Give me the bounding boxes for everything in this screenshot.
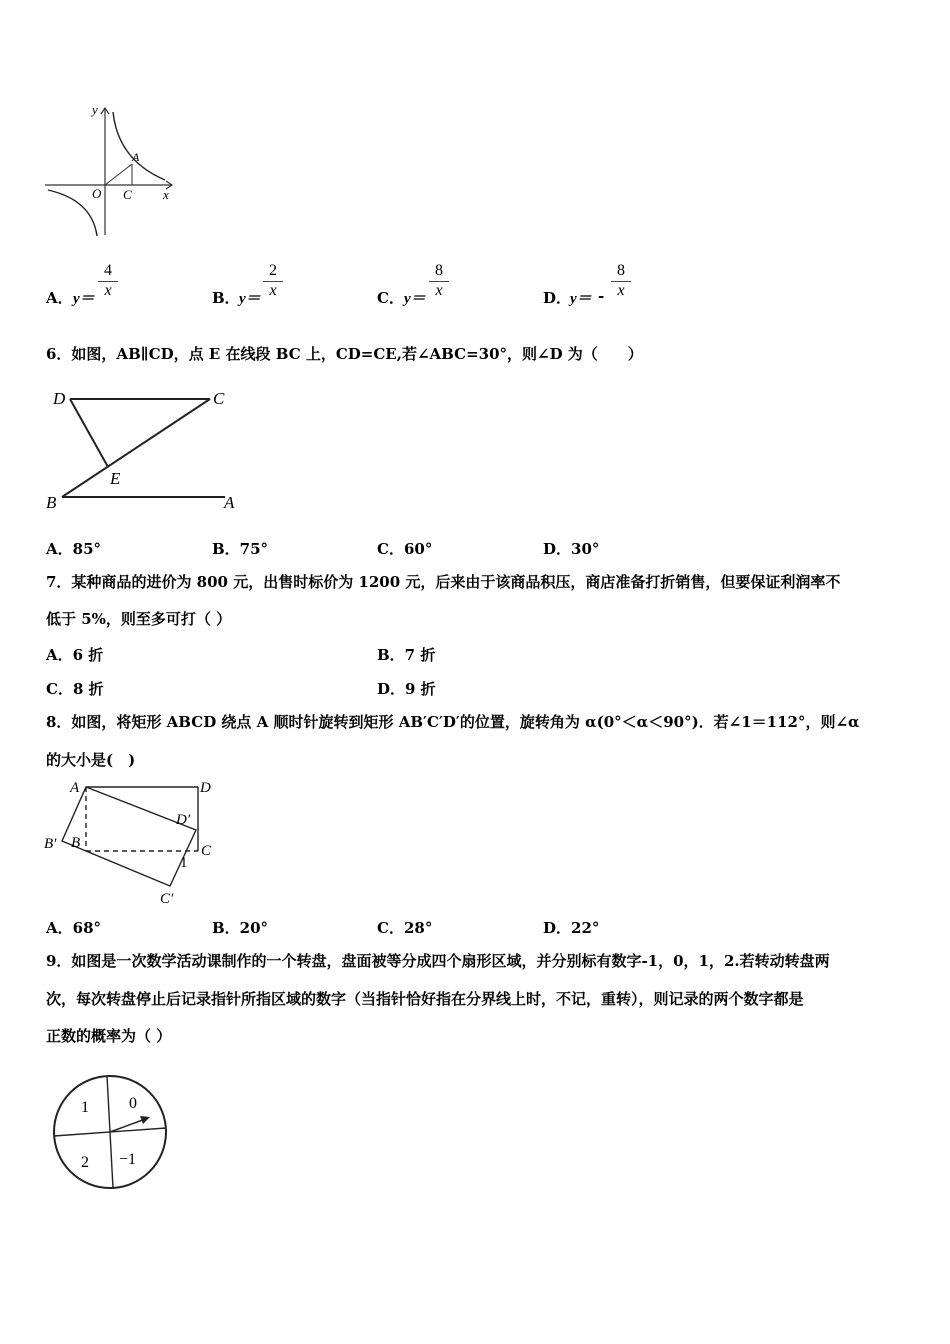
q8-label-c-prime: C′ bbox=[160, 891, 174, 907]
q8-stem-line-2: 的大小是( ) bbox=[46, 751, 136, 769]
q5-option-b-fraction bbox=[261, 262, 285, 299]
q5-option-c-letter: C． bbox=[377, 289, 404, 307]
q6-option-b[interactable]: B．75° bbox=[212, 540, 269, 558]
q5-point-a-label: A bbox=[132, 150, 140, 164]
q8-rotated-rectangle-figure bbox=[40, 775, 230, 910]
q6-option-a[interactable]: A．85° bbox=[46, 540, 102, 558]
q5-option-b-lhs: y＝ bbox=[239, 291, 261, 307]
q8-option-b[interactable]: B．20° bbox=[212, 919, 269, 937]
q7-option-c[interactable]: C．8 折 bbox=[46, 680, 104, 698]
q9-stem-line-3: 正数的概率为（ ） bbox=[46, 1027, 172, 1045]
q5-origin-label: O bbox=[92, 186, 102, 201]
q5-option-d-denominator: x bbox=[617, 282, 625, 299]
q5-option-d-minus-sign: - bbox=[598, 287, 605, 305]
q8-label-d-prime: D′ bbox=[176, 812, 191, 828]
q5-option-c-lhs: y＝ bbox=[404, 291, 426, 307]
q5-option-b-denominator: x bbox=[269, 282, 277, 299]
q8-label-a: A bbox=[70, 780, 80, 796]
q5-option-d-lhs: y＝ bbox=[570, 291, 592, 307]
q8-label-c: C bbox=[201, 843, 212, 859]
q7-option-a[interactable]: A．6 折 bbox=[46, 646, 104, 664]
q7-option-b[interactable]: B．7 折 bbox=[377, 646, 436, 664]
q6-label-c: C bbox=[213, 389, 225, 408]
q8-label-angle-1: 1 bbox=[180, 855, 188, 871]
q5-option-d-fraction bbox=[609, 262, 633, 299]
q5-point-c-label: C bbox=[123, 187, 132, 202]
q5-y-axis-label: y bbox=[92, 102, 98, 117]
q8-label-d: D bbox=[200, 780, 211, 796]
q9-sector-1: 1 bbox=[81, 1099, 89, 1116]
q5-hyperbola-graph bbox=[40, 100, 180, 240]
q6-parallel-lines-figure bbox=[40, 385, 250, 515]
q5-option-a-fraction bbox=[96, 262, 120, 299]
q5-option-c-numerator: 8 bbox=[435, 262, 443, 279]
q8-stem-line-1: 8．如图，将矩形 ABCD 绕点 A 顺时针旋转到矩形 AB′C′D′的位置，旋转角为 α(0°＜α＜90°)．若∠1＝112°，则∠α bbox=[46, 713, 860, 731]
q5-option-c-denominator: x bbox=[435, 282, 443, 299]
q6-stem: 6．如图，AB∥CD，点 E 在线段 BC 上，CD=CE,若∠ABC=30°，则∠D 为（ ） bbox=[46, 345, 643, 363]
q6-label-b: B bbox=[46, 493, 57, 512]
q5-option-d-letter: D． bbox=[543, 289, 572, 307]
q7-option-d[interactable]: D．9 折 bbox=[377, 680, 436, 698]
q9-sector-2: 2 bbox=[81, 1154, 89, 1171]
q9-stem-line-1: 9．如图是一次数学活动课制作的一个转盘，盘面被等分成四个扇形区域，并分别标有数字-1，0，1，2.若转动转盘两 bbox=[46, 952, 830, 970]
q5-option-d-numerator: 8 bbox=[617, 262, 625, 279]
q8-option-a[interactable]: A．68° bbox=[46, 919, 102, 937]
q6-option-d[interactable]: D．30° bbox=[543, 540, 600, 558]
q8-option-d[interactable]: D．22° bbox=[543, 919, 600, 937]
q8-label-b-prime: B′ bbox=[44, 836, 57, 852]
q6-label-e: E bbox=[110, 469, 121, 488]
q9-stem-line-2: 次，每次转盘停止后记录指针所指区域的数字（当指针恰好指在分界线上时，不记，重转），则记录的两个数字都是 bbox=[46, 990, 804, 1008]
q7-stem-line-2: 低于 5%，则至多可打（ ） bbox=[46, 610, 232, 628]
q6-label-d: D bbox=[53, 389, 66, 408]
q5-option-a-lhs: y＝ bbox=[73, 291, 95, 307]
q5-x-axis-label: x bbox=[163, 187, 169, 202]
q5-option-a-letter: A． bbox=[46, 289, 73, 307]
q5-option-a-numerator: 4 bbox=[104, 262, 112, 279]
q8-label-b: B bbox=[71, 835, 81, 851]
q9-spinner-figure bbox=[45, 1068, 175, 1198]
q5-option-b-letter: B． bbox=[212, 289, 240, 307]
q6-option-c[interactable]: C．60° bbox=[377, 540, 433, 558]
q9-sector-0: 0 bbox=[129, 1095, 137, 1112]
q7-stem-line-1: 7．某种商品的进价为 800 元，出售时标价为 1200 元，后来由于该商品积压，商店准备打折销售，但要保证利润率不 bbox=[46, 573, 841, 591]
q9-sector-minus-1: −1 bbox=[119, 1151, 137, 1168]
q8-option-c[interactable]: C．28° bbox=[377, 919, 433, 937]
q5-option-a-denominator: x bbox=[104, 282, 112, 299]
q5-option-b-numerator: 2 bbox=[269, 262, 277, 279]
q6-label-a: A bbox=[224, 493, 235, 512]
q5-option-c-fraction bbox=[427, 262, 451, 299]
